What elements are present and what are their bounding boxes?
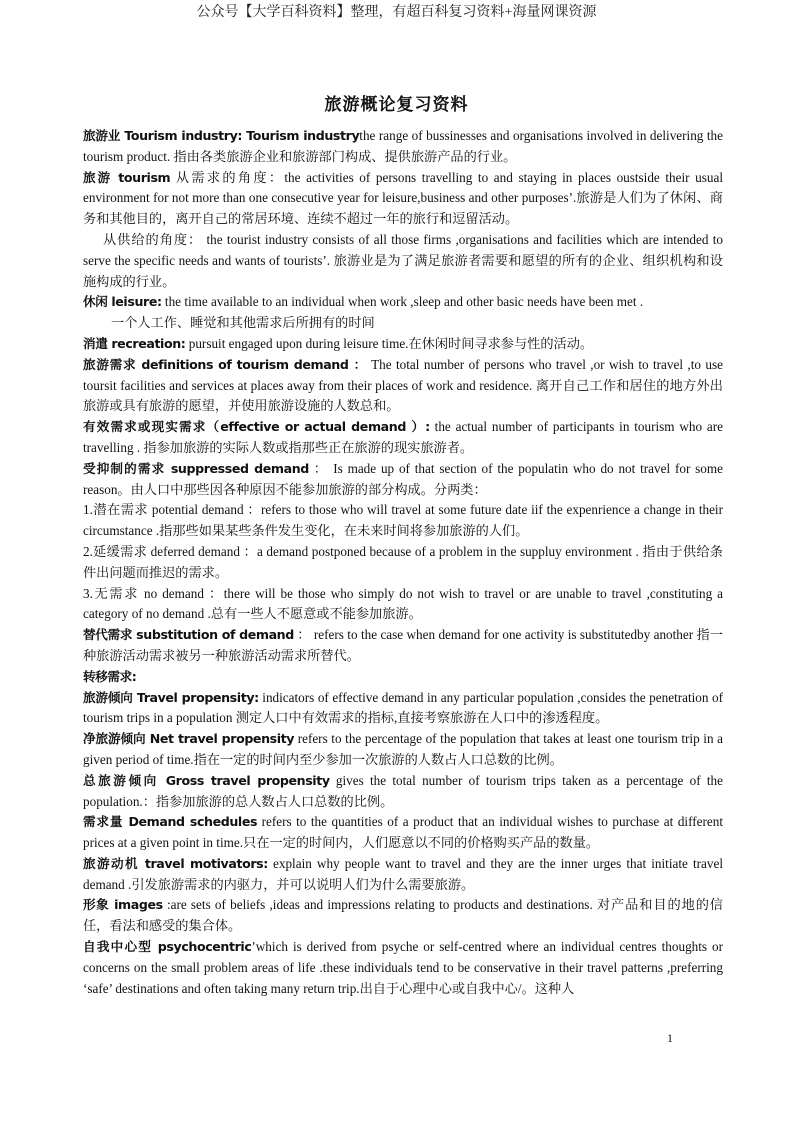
definition: the range of bussinesses and organisations involved in delivering the tourism product. 指由各类旅游企业和旅游部门构成、提供旅游产品的行业。 bbox=[83, 128, 723, 164]
definition: refers to the quantities of a product that an individual wishes to purchase at different prices at a given point in time.只在一定的时间内，人们愿意以不同的价格购买产品的数量。 bbox=[83, 814, 723, 851]
definition: ： Is made up of that section of the populatin who do not travel for some reason。由人口中那些因各种原因不能参加旅游的部分构成。分两类： bbox=[83, 460, 723, 497]
definition: gives the total number of tourism trips taken as a percentage of the population.：指参加旅游的总人数占人口总数的比例。 bbox=[83, 772, 724, 809]
paragraph bbox=[83, 895, 723, 937]
definition: 1.潜在需求 potential demand ：refers to those who will travel at some future date iif the expenrience a change in their circumstance .指那些如果某些条件发生变化，在未来时间将参加旅游的人们。 bbox=[83, 502, 723, 539]
definition: 一个人工作、睡觉和其他需求后所拥有的时间 bbox=[111, 315, 375, 331]
paragraph bbox=[83, 542, 723, 584]
term: 总旅游倾向 Gross travel propensity bbox=[83, 772, 330, 788]
paragraph bbox=[83, 334, 723, 355]
term: 旅游 tourism bbox=[83, 169, 171, 185]
paragraph bbox=[83, 937, 723, 999]
definition: explain why people want to travel and they are the inner urges that initiate travel demand .引发旅游需求的内驱力，并可以说明人们为什么需要旅游。 bbox=[83, 855, 723, 892]
term: 需求量 Demand schedules bbox=[83, 814, 258, 830]
definition: 3.无需求 no demand ：there will be those who simply do not wish to travel or are unable to travel ,constituting a category of no demand .总有一些人不愿意或不能参加旅游。 bbox=[83, 585, 723, 622]
paragraph bbox=[83, 417, 723, 459]
term: 替代需求 substitution of demand bbox=[83, 627, 294, 643]
definition: the actual number of participants in tourism who are travelling . 指参加旅游的实际人数或指那些正在旅游的现实旅游者。 bbox=[83, 419, 724, 455]
paragraph bbox=[83, 168, 723, 230]
term: 旅游需求 definitions of tourism demand ： bbox=[83, 356, 367, 372]
definition: The total number of persons who travel ,or wish to travel ,to use toursit facilities and services at places away from their places of work and residence. 离开自己工作和居住的地方外出旅游或具有旅游的愿望，并使用旅游设施的人数总和。 bbox=[83, 356, 723, 414]
paragraph bbox=[83, 313, 723, 334]
document-body bbox=[83, 126, 723, 999]
page-number: 1 bbox=[667, 1031, 673, 1045]
paragraph bbox=[83, 230, 723, 292]
term: 转移需求: bbox=[83, 668, 137, 684]
definition: pursuit engaged upon during leisure time.在休闲时间寻求参与性的活动。 bbox=[185, 335, 594, 351]
term: 旅游动机 travel motivators: bbox=[83, 855, 268, 871]
term: 休闲 leisure: bbox=[83, 294, 162, 310]
paragraph bbox=[83, 771, 723, 813]
paragraph bbox=[83, 292, 723, 313]
paragraph bbox=[83, 729, 723, 771]
paragraph bbox=[83, 625, 723, 667]
paragraph bbox=[83, 812, 723, 854]
term: 净旅游倾向 Net travel propensity bbox=[83, 731, 295, 747]
paragraph bbox=[83, 854, 723, 896]
definition: :are sets of beliefs ,ideas and impressions relating to products and destinations. 对产品和目的地的信任，看法和感受的集合体。 bbox=[83, 897, 723, 934]
definition: 从需求的角度：the activities of persons travelling to and staying in places oustside their usual environment for not more than one consecutive year for leisure,business and other purposes’.旅游是人们为了休闲、商务和其他目的，离开自己的常居环境、连续不超过一年的旅行和逗留活动。 bbox=[83, 169, 724, 227]
paragraph bbox=[83, 126, 723, 168]
definition: 2.延缓需求 deferred demand ：a demand postponed because of a problem in the suppluy environment . 指由于供给条件出问题而推迟的需求。 bbox=[83, 543, 723, 580]
paragraph bbox=[83, 688, 723, 730]
term: 旅游业 Tourism industry: Tourism industry bbox=[83, 128, 360, 143]
paragraph bbox=[83, 667, 723, 688]
term: 自我中心型 psychocentric bbox=[83, 939, 252, 955]
definition: ： refers to the case when demand for one activity is substitutedby another 指一种旅游活动需求被另一种旅游活动需求所替代。 bbox=[83, 627, 723, 663]
term: 消遣 recreation: bbox=[83, 335, 186, 351]
term: 旅游倾向 Travel propensity: bbox=[83, 689, 259, 705]
paragraph bbox=[83, 500, 723, 542]
page-title: 旅游概论复习资料 bbox=[324, 95, 469, 114]
paragraph bbox=[83, 355, 723, 417]
page-header: 公众号【大学百科资料】整理，有超百科复习资料+海量网课资源 bbox=[196, 5, 597, 20]
term: 形象 images bbox=[83, 897, 163, 913]
paragraph bbox=[83, 584, 723, 626]
definition: indicators of effective demand in any particular population ,consides the penetration of tourism trips in a population 测定人口中有效需求的指标,直接考察旅游在人口中的渗透程度。 bbox=[83, 689, 724, 726]
definition: 从供给的角度： the tourist industry consists of all those firms ,organisations and facilities which are intended to serve the specific needs and wants of tourists’. 旅游业是为了满足旅游者需要和愿望的所有的企业、组织机构和设施构成的行业。 bbox=[83, 231, 723, 289]
paragraph bbox=[83, 459, 723, 501]
definition: the time available to an individual when work ,sleep and other basic needs have been met . bbox=[161, 294, 644, 310]
term: 受抑制的需求 suppressed demand bbox=[83, 460, 309, 476]
definition: ’which is derived from psyche or self-centred where an individual centres thoughts or concerns on the small problem areas of life .these individuals tend to be conservative in their travel patterns ,preferring ‘safe’ destinations and often taking many return trip.出自于心理中心或自我中心/。这种人 bbox=[83, 939, 723, 996]
definition: refers to the percentage of the population that takes at least one tourism trip in a given period of time.指在一定的时间内至少参加一次旅游的人数占人口总数的比例。 bbox=[83, 731, 723, 767]
term: 有效需求或现实需求（effective or actual demand ）: bbox=[83, 419, 430, 435]
